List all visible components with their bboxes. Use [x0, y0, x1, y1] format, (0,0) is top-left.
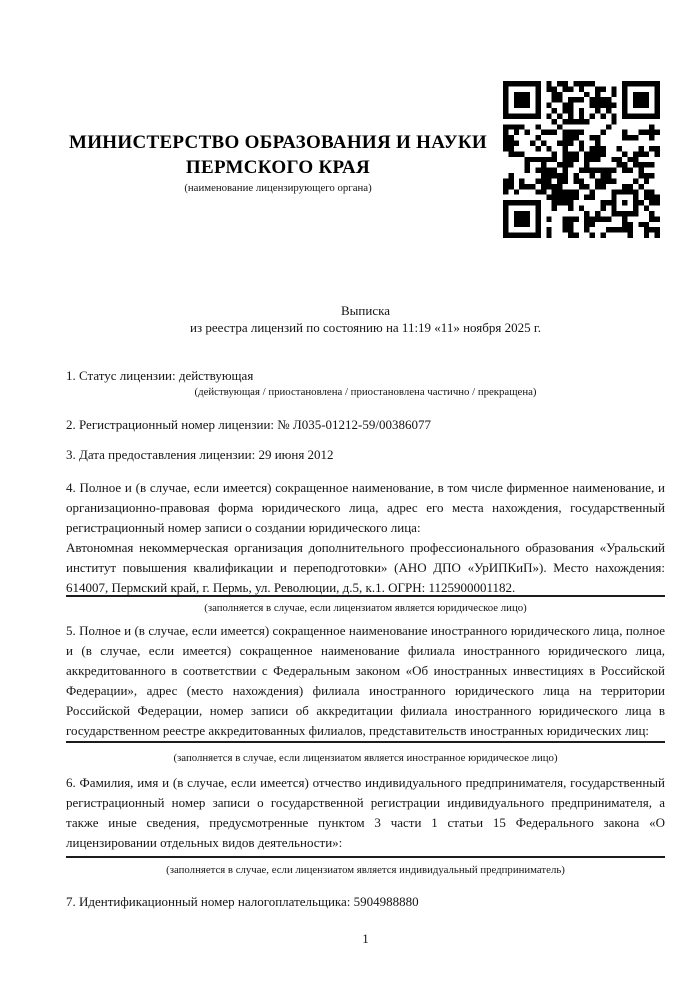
document-title-line2: из реестра лицензий по состоянию на 11:19 «11» ноября 2025 г.	[190, 320, 541, 335]
item-1-status-options-caption: (действующая / приостановлена / приостановлена частично / прекращена)	[194, 386, 537, 398]
item-4-legal-entity-value: Автономная некоммерческая организация дополнительного профессионального образования «Уральский институт повышения квалификации и переподготовки» (АНО ДПО «УрИПКиП»). Место нахождения: 614007, Пермский край, г. Пермь, ул. Революции, д.5, к.1. ОГРН: 1125900001182.	[66, 540, 665, 595]
item-5-caption: (заполняется в случае, если лицензиатом является иностранное юридическое лицо)	[173, 752, 558, 764]
item-6-blank-field-rule	[66, 856, 665, 858]
item-7-taxpayer-number: 7. Идентификационный номер налогоплательщика: 5904988880	[66, 894, 419, 909]
item-4-legal-entity-label: 4. Полное и (в случае, если имеется) сокращенное наименование, в том числе фирменное наименование, и организационно-правовая форма юридического лица, адрес его места нахождения, государственный регистрационный номер записи о создании юридического лица:	[66, 480, 665, 535]
item-6-entrepreneur-label: 6. Фамилия, имя и (в случае, если имеется) отчество индивидуального предпринимателя, государственный регистрационный номер записи о государственной регистрации индивидуального предпринимателя, а также иные сведения, предусмотренные пунктом 3 части 1 статьи 15 Федерального закона «О лицензировании отдельных видов деятельности»:	[66, 775, 665, 850]
document-header	[66, 130, 490, 196]
page-number: 1	[362, 931, 369, 946]
item-5-blank-field-rule	[66, 741, 665, 743]
item-4-blank-field-rule	[66, 595, 665, 597]
qr-code-icon	[503, 81, 660, 238]
item-6-caption: (заполняется в случае, если лицензиатом является индивидуальный предприниматель)	[166, 864, 565, 876]
item-2-registration-number: 2. Регистрационный номер лицензии: № Л035-01212-59/00386077	[66, 417, 432, 432]
document-title	[66, 302, 665, 336]
item-5-foreign-entity-label: 5. Полное и (в случае, если имеется) сокращенное наименование иностранного юридического лица, полное и (в случае, если имеется) сокращенное наименование филиала иностранного юридического лица, аккредитованного в соответствии с Федеральным законом «Об иностранных инвестициях в Российской Федерации», адрес (место нахождения) филиала иностранного юридического лица на территории Российской Федерации, номер записи об аккредитации филиала иностранного юридического лица в государственном реестре аккредитованных филиалов, представительств иностранных юридических лиц:	[66, 623, 665, 738]
licensing-authority-caption: (наименование лицензирующего органа)	[184, 182, 372, 194]
ministry-name-line2: ПЕРМСКОГО КРАЯ	[185, 157, 371, 178]
item-4-caption: (заполняется в случае, если лицензиатом является юридическое лицо)	[204, 602, 527, 614]
item-3-grant-date: 3. Дата предоставления лицензии: 29 июня 2012	[66, 447, 334, 462]
document-title-line1: Выписка	[341, 303, 390, 318]
item-1-license-status: 1. Статус лицензии: действующая	[66, 368, 254, 383]
ministry-name-line1: МИНИСТЕРСТВО ОБРАЗОВАНИЯ И НАУКИ	[68, 132, 488, 153]
